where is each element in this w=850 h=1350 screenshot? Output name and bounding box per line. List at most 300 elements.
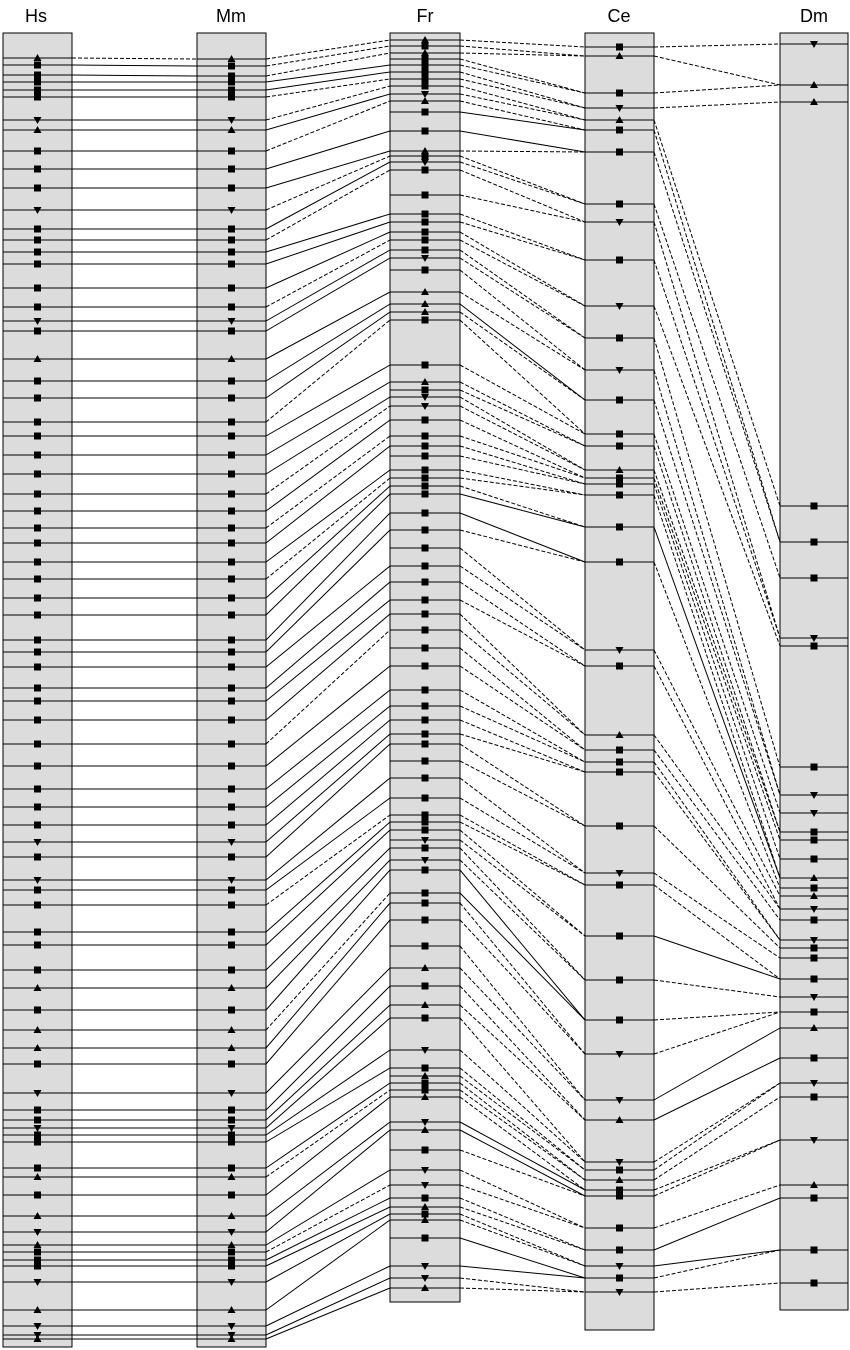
marker-hs	[34, 185, 41, 192]
link-mm-fr	[266, 1207, 390, 1266]
marker-ce	[616, 431, 623, 438]
marker-fr	[422, 983, 429, 990]
link-fr-ce	[460, 94, 585, 120]
link-fr-ce	[460, 1068, 585, 1170]
marker-mm	[228, 1139, 235, 1146]
marker-fr	[422, 83, 429, 90]
link-fr-ce	[460, 446, 585, 484]
marker-fr	[422, 109, 429, 116]
marker-mm	[228, 285, 235, 292]
marker-fr	[422, 211, 429, 218]
marker-hs	[34, 433, 41, 440]
marker-hs	[34, 72, 41, 79]
marker-dm	[811, 764, 818, 771]
marker-dm	[811, 829, 818, 836]
marker-mm	[228, 1117, 235, 1124]
link-ce-dm	[654, 1185, 780, 1228]
link-mm-fr	[266, 830, 390, 945]
link-mm-fr	[266, 131, 390, 169]
marker-ce	[616, 127, 623, 134]
marker-fr	[422, 527, 429, 534]
link-mm-fr	[266, 250, 390, 321]
marker-dm	[811, 643, 818, 650]
marker-fr	[422, 267, 429, 274]
link-fr-ce	[460, 1150, 585, 1196]
marker-hs	[34, 1132, 41, 1139]
marker-fr	[422, 845, 429, 852]
marker-mm	[228, 185, 235, 192]
marker-ce	[616, 492, 623, 499]
marker-mm	[228, 73, 235, 80]
marker-mm	[228, 763, 235, 770]
marker-fr	[422, 69, 429, 76]
marker-fr	[422, 827, 429, 834]
link-fr-ce	[460, 986, 585, 1120]
marker-fr	[422, 890, 429, 897]
link-fr-ce	[460, 365, 585, 434]
link-mm-fr	[266, 222, 390, 264]
marker-mm	[228, 576, 235, 583]
marker-mm	[228, 664, 235, 671]
link-ce-dm	[654, 1283, 780, 1292]
link-fr-ce	[460, 72, 585, 108]
marker-fr	[422, 943, 429, 950]
link-mm-fr	[266, 1068, 390, 1142]
marker-hs	[34, 540, 41, 547]
link-fr-ce	[460, 666, 585, 750]
link-mm-fr	[266, 1185, 390, 1252]
marker-fr	[422, 43, 429, 50]
link-fr-ce	[460, 59, 585, 93]
marker-ce	[616, 977, 623, 984]
link-mm-fr	[266, 151, 390, 188]
marker-mm	[228, 637, 235, 644]
marker-mm	[228, 1165, 235, 1172]
marker-ce	[616, 397, 623, 404]
link-ce-dm	[654, 85, 780, 93]
link-fr-ce	[460, 382, 585, 446]
marker-dm	[811, 837, 818, 844]
link-mm-fr	[266, 397, 390, 474]
link-fr-ce	[460, 53, 585, 56]
link-mm-fr	[266, 798, 390, 890]
marker-fr	[422, 510, 429, 517]
marker-hs	[34, 902, 41, 909]
marker-fr	[422, 1087, 429, 1094]
marker-fr	[422, 192, 429, 199]
marker-fr	[422, 483, 429, 490]
marker-fr	[422, 417, 429, 424]
link-fr-ce	[460, 720, 585, 772]
marker-fr	[422, 453, 429, 460]
marker-mm	[228, 79, 235, 86]
link-ce-dm	[654, 936, 780, 979]
link-mm-fr	[266, 822, 390, 932]
marker-hs	[34, 649, 41, 656]
link-fr-ce	[460, 65, 585, 93]
marker-fr	[422, 362, 429, 369]
marker-mm	[228, 540, 235, 547]
marker-ce	[616, 90, 623, 97]
marker-fr	[422, 387, 429, 394]
marker-hs	[34, 741, 41, 748]
link-mm-fr	[266, 365, 390, 436]
link-mm-fr	[266, 162, 390, 229]
link-fr-ce	[460, 630, 585, 735]
marker-hs	[34, 967, 41, 974]
marker-hs	[34, 94, 41, 101]
link-fr-ce	[460, 798, 585, 873]
link-fr-ce	[460, 222, 585, 260]
link-ce-dm	[654, 446, 780, 832]
marker-ce	[616, 481, 623, 488]
link-ce-dm	[654, 562, 780, 888]
marker-hs	[34, 328, 41, 335]
marker-hs	[34, 612, 41, 619]
marker-hs	[34, 887, 41, 894]
link-fr-ce	[460, 530, 585, 562]
link-mm-fr	[266, 214, 390, 252]
marker-fr	[422, 1147, 429, 1154]
marker-ce	[616, 1187, 623, 1194]
link-fr-ce	[460, 151, 585, 152]
marker-hs	[34, 62, 41, 69]
link-fr-ce	[460, 706, 585, 762]
marker-fr	[422, 1080, 429, 1087]
marker-hs	[34, 637, 41, 644]
link-ce-dm	[654, 873, 780, 958]
link-mm-fr	[266, 920, 390, 1064]
marker-ce	[616, 769, 623, 776]
marker-fr	[422, 443, 429, 450]
link-fr-ce	[460, 304, 585, 400]
marker-mm	[228, 63, 235, 70]
link-mm-fr	[266, 86, 390, 120]
marker-hs	[34, 1263, 41, 1270]
marker-ce	[616, 759, 623, 766]
marker-ce	[616, 335, 623, 342]
marker-dm	[811, 1280, 818, 1287]
marker-dm	[811, 885, 818, 892]
marker-hs	[34, 378, 41, 385]
marker-mm	[228, 822, 235, 829]
link-fr-ce	[460, 101, 585, 130]
marker-mm	[228, 433, 235, 440]
marker-fr	[422, 153, 429, 160]
marker-mm	[228, 1249, 235, 1256]
link-ce-dm	[654, 204, 780, 578]
marker-hs	[34, 79, 41, 86]
marker-mm	[228, 741, 235, 748]
link-mm-fr	[266, 406, 390, 494]
marker-fr	[422, 545, 429, 552]
link-fr-ce	[460, 214, 585, 260]
marker-mm	[228, 804, 235, 811]
link-mm-fr	[266, 420, 390, 511]
marker-hs	[34, 763, 41, 770]
marker-fr	[422, 758, 429, 765]
link-ce-dm	[654, 980, 780, 997]
marker-mm	[228, 419, 235, 426]
link-mm-fr	[266, 72, 390, 90]
link-ce-dm	[654, 1198, 780, 1250]
link-fr-ce	[460, 1198, 585, 1250]
marker-fr	[422, 62, 429, 69]
marker-mm	[228, 1061, 235, 1068]
marker-fr	[422, 433, 429, 440]
link-fr-ce	[460, 744, 585, 826]
marker-ce	[616, 475, 623, 482]
marker-ce	[616, 663, 623, 670]
link-fr-ce	[460, 320, 585, 434]
link-ce-dm	[654, 44, 780, 47]
marker-dm	[811, 539, 818, 546]
marker-dm	[811, 955, 818, 962]
marker-mm	[228, 902, 235, 909]
marker-dm	[811, 1009, 818, 1016]
marker-ce	[616, 149, 623, 156]
marker-ce	[616, 1193, 623, 1200]
link-mm-fr	[266, 986, 390, 1110]
marker-hs	[34, 491, 41, 498]
marker-fr	[422, 237, 429, 244]
marker-mm	[228, 328, 235, 335]
link-ce-dm	[654, 478, 780, 840]
link-fr-ce	[460, 566, 585, 650]
link-fr-ce	[460, 270, 585, 370]
marker-hs	[34, 285, 41, 292]
marker-fr	[422, 812, 429, 819]
marker-hs	[34, 1139, 41, 1146]
marker-hs	[34, 395, 41, 402]
column-label-hs: Hs	[25, 6, 47, 26]
link-mm-fr	[266, 312, 390, 398]
marker-ce	[616, 1275, 623, 1282]
link-mm-fr	[266, 870, 390, 1010]
link-fr-ce	[460, 1130, 585, 1196]
link-mm-fr	[266, 720, 390, 825]
marker-fr	[422, 1195, 429, 1202]
marker-ce	[616, 1247, 623, 1254]
marker-mm	[228, 1257, 235, 1264]
marker-ce	[616, 44, 623, 51]
marker-mm	[228, 685, 235, 692]
marker-fr	[422, 563, 429, 570]
marker-hs	[34, 525, 41, 532]
marker-fr	[422, 645, 429, 652]
marker-hs	[34, 261, 41, 268]
link-mm-fr	[266, 79, 390, 97]
marker-fr	[422, 867, 429, 874]
marker-fr	[422, 1015, 429, 1022]
link-mm-fr	[266, 320, 390, 422]
link-mm-fr	[266, 1214, 390, 1282]
marker-mm	[228, 378, 235, 385]
marker-ce	[616, 1017, 623, 1024]
marker-fr	[422, 491, 429, 498]
marker-dm	[811, 1055, 818, 1062]
link-ce-dm	[654, 762, 780, 940]
link-hs-mm	[72, 75, 197, 76]
marker-mm	[228, 786, 235, 793]
link-ce-dm	[654, 130, 780, 542]
marker-mm	[228, 395, 235, 402]
marker-mm	[228, 508, 235, 515]
link-mm-fr	[266, 1083, 390, 1168]
marker-hs	[34, 1117, 41, 1124]
link-fr-ce	[460, 156, 585, 204]
link-fr-ce	[460, 614, 585, 735]
link-fr-ce	[460, 582, 585, 666]
link-fr-ce	[460, 840, 585, 936]
marker-fr	[422, 611, 429, 618]
link-fr-ce	[460, 292, 585, 370]
marker-dm	[811, 1195, 818, 1202]
marker-fr	[422, 917, 429, 924]
link-hs-mm	[72, 65, 197, 66]
link-ce-dm	[654, 470, 780, 832]
column-label-dm: Dm	[800, 6, 828, 26]
link-ce-dm	[654, 1083, 780, 1170]
marker-hs	[34, 419, 41, 426]
marker-mm	[228, 166, 235, 173]
link-fr-ce	[460, 232, 585, 306]
link-ce-dm	[654, 1140, 780, 1190]
column-label-mm: Mm	[216, 6, 246, 26]
column-bar-ce	[585, 33, 654, 1330]
link-ce-dm	[654, 1140, 780, 1196]
marker-hs	[34, 664, 41, 671]
link-mm-fr	[266, 903, 390, 1048]
link-fr-ce	[460, 690, 585, 762]
link-fr-ce	[460, 470, 585, 495]
link-fr-ce	[460, 1220, 585, 1266]
marker-fr	[422, 317, 429, 324]
marker-fr	[422, 1235, 429, 1242]
link-mm-fr	[266, 156, 390, 210]
marker-fr	[422, 819, 429, 826]
marker-ce	[616, 1167, 623, 1174]
link-mm-fr	[266, 1122, 390, 1216]
marker-mm	[228, 87, 235, 94]
link-fr-ce	[460, 734, 585, 772]
link-fr-ce	[460, 162, 585, 204]
link-mm-fr	[266, 893, 390, 1030]
marker-mm	[228, 94, 235, 101]
link-mm-fr	[266, 600, 390, 701]
marker-hs	[34, 685, 41, 692]
link-fr-ce	[460, 250, 585, 338]
link-fr-ce	[460, 1170, 585, 1228]
link-ce-dm	[654, 826, 780, 948]
link-fr-ce	[460, 968, 585, 1100]
marker-hs	[34, 1257, 41, 1264]
marker-hs	[34, 559, 41, 566]
marker-hs	[34, 929, 41, 936]
marker-hs	[34, 942, 41, 949]
marker-ce	[616, 201, 623, 208]
link-mm-fr	[266, 382, 390, 455]
link-mm-fr	[266, 666, 390, 766]
link-fr-ce	[460, 79, 585, 108]
link-mm-fr	[266, 170, 390, 240]
link-mm-fr	[266, 1278, 390, 1335]
marker-fr	[422, 579, 429, 586]
marker-fr	[422, 663, 429, 670]
column-bar-dm	[780, 33, 848, 1310]
link-ce-dm	[654, 484, 780, 859]
marker-fr	[422, 795, 429, 802]
marker-ce	[616, 443, 623, 450]
marker-dm	[811, 945, 818, 952]
marker-ce	[616, 882, 623, 889]
marker-mm	[228, 967, 235, 974]
link-mm-fr	[266, 744, 390, 857]
link-fr-ce	[460, 195, 585, 222]
marker-hs	[34, 148, 41, 155]
link-ce-dm	[654, 102, 780, 108]
link-fr-ce	[460, 1097, 585, 1190]
marker-ce	[616, 524, 623, 531]
link-fr-ce	[460, 1090, 585, 1180]
link-mm-fr	[266, 240, 390, 307]
marker-mm	[228, 1007, 235, 1014]
marker-ce	[616, 257, 623, 264]
link-mm-fr	[266, 232, 390, 288]
link-fr-ce	[460, 312, 585, 400]
link-fr-ce	[460, 170, 585, 222]
column-label-ce: Ce	[607, 6, 631, 26]
link-ce-dm	[654, 434, 780, 813]
link-ce-dm	[654, 56, 780, 85]
marker-hs	[34, 226, 41, 233]
link-mm-fr	[266, 65, 390, 82]
link-fr-ce	[460, 870, 585, 1020]
link-mm-fr	[266, 734, 390, 842]
link-mm-fr	[266, 258, 390, 331]
marker-mm	[228, 525, 235, 532]
link-fr-ce	[460, 600, 585, 666]
marker-dm	[811, 976, 818, 983]
link-ce-dm	[654, 1083, 780, 1162]
link-ce-dm	[654, 750, 780, 920]
marker-fr	[422, 687, 429, 694]
marker-dm	[811, 856, 818, 863]
marker-mm	[228, 649, 235, 656]
marker-hs	[34, 1107, 41, 1114]
marker-mm	[228, 942, 235, 949]
marker-mm	[228, 249, 235, 256]
marker-hs	[34, 717, 41, 724]
link-fr-ce	[460, 240, 585, 306]
link-mm-fr	[266, 513, 390, 640]
marker-fr	[422, 900, 429, 907]
marker-hs	[34, 854, 41, 861]
marker-fr	[422, 467, 429, 474]
link-fr-ce	[460, 893, 585, 1020]
link-mm-fr	[266, 614, 390, 720]
marker-fr	[422, 775, 429, 782]
marker-mm	[228, 304, 235, 311]
link-mm-fr	[266, 101, 390, 151]
marker-mm	[228, 261, 235, 268]
marker-hs	[34, 1061, 41, 1068]
marker-mm	[228, 559, 235, 566]
link-fr-ce	[460, 494, 585, 527]
link-mm-fr	[266, 706, 390, 807]
marker-fr	[422, 56, 429, 63]
marker-hs	[34, 237, 41, 244]
